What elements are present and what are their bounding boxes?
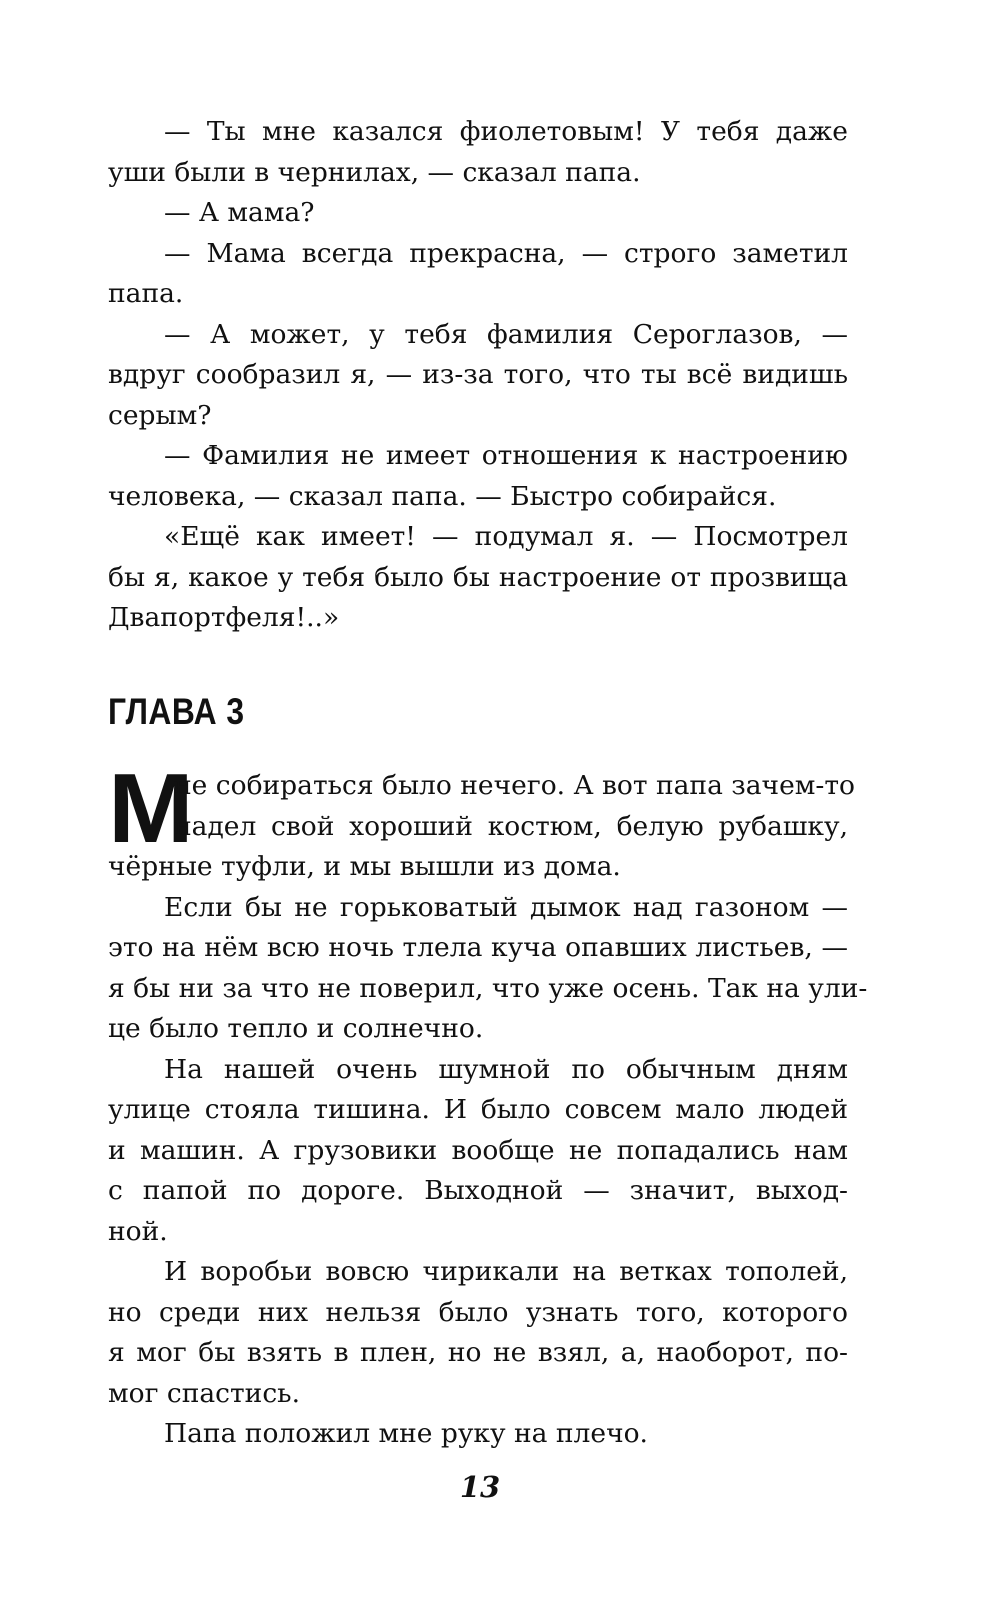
text-line: На нашей очень шумной по обычным дням	[164, 1053, 848, 1085]
upper-text-block	[108, 112, 848, 639]
text-line: — А может, у тебя фамилия Сероглазов, —	[164, 318, 848, 350]
text-line: Если бы не горьковатый дымок над газоном —	[164, 891, 848, 923]
page-number: 13	[459, 1470, 501, 1504]
text-line: — Ты мне казался фиолетовым! У тебя даже	[164, 116, 848, 147]
text-line: мог спастись.	[108, 1377, 301, 1409]
text-line: я бы ни за что не поверил, что уже осень. Так на ули-	[108, 972, 868, 1004]
text-line: — Мама всегда прекрасна, — строго заметил	[164, 237, 848, 269]
text-line: Двапортфеля!..»	[108, 602, 340, 633]
text-line: это на нём всю ночь тлела куча опавших листьев, —	[108, 932, 848, 963]
drop-cap: М	[108, 753, 194, 863]
text-line: надел свой хороший костюм, белую рубашку,	[174, 810, 848, 842]
text-line: уши были в чернилах, — сказал папа.	[108, 156, 641, 188]
chapter-title: ГЛАВА 3	[108, 691, 245, 732]
text-line: — Фамилия не имеет отношения к настроению	[164, 440, 848, 471]
text-line: и машин. А грузовики вообще не попадались нам	[108, 1134, 848, 1166]
text-line: с папой по дороге. Выходной — значит, выход-	[108, 1175, 848, 1206]
text-line: «Ещё как имеет! — подумал я. — Посмотрел	[164, 521, 848, 552]
text-line: И воробьи вовсю чирикали на ветках тополей,	[164, 1256, 848, 1287]
text-line: серым?	[108, 399, 212, 431]
text-line: ной.	[108, 1215, 168, 1247]
text-line: не собираться было нечего. А вот папа зачем-то	[174, 770, 855, 801]
chapter-body	[108, 753, 868, 1455]
text-line: бы я, какое у тебя было бы настроение от прозвища	[108, 561, 848, 593]
text-line: — А мама?	[164, 197, 315, 228]
text-line: це было тепло и солнечно.	[108, 1013, 484, 1044]
text-line: вдруг сообразил я, — из-за того, что ты всё видишь	[108, 359, 848, 390]
text-line: чёрные туфли, и мы вышли из дома.	[108, 851, 621, 882]
text-line: улице стояла тишина. И было совсем мало людей	[108, 1094, 848, 1125]
text-line: Папа положил мне руку на плечо.	[164, 1418, 648, 1449]
text-line: но среди них нельзя было узнать того, которого	[108, 1296, 848, 1328]
text-line: человека, — сказал папа. — Быстро собирайся.	[108, 480, 777, 512]
text-line: папа.	[108, 278, 184, 309]
text-line: я мог бы взять в плен, но не взял, а, наоборот, по-	[108, 1337, 848, 1368]
